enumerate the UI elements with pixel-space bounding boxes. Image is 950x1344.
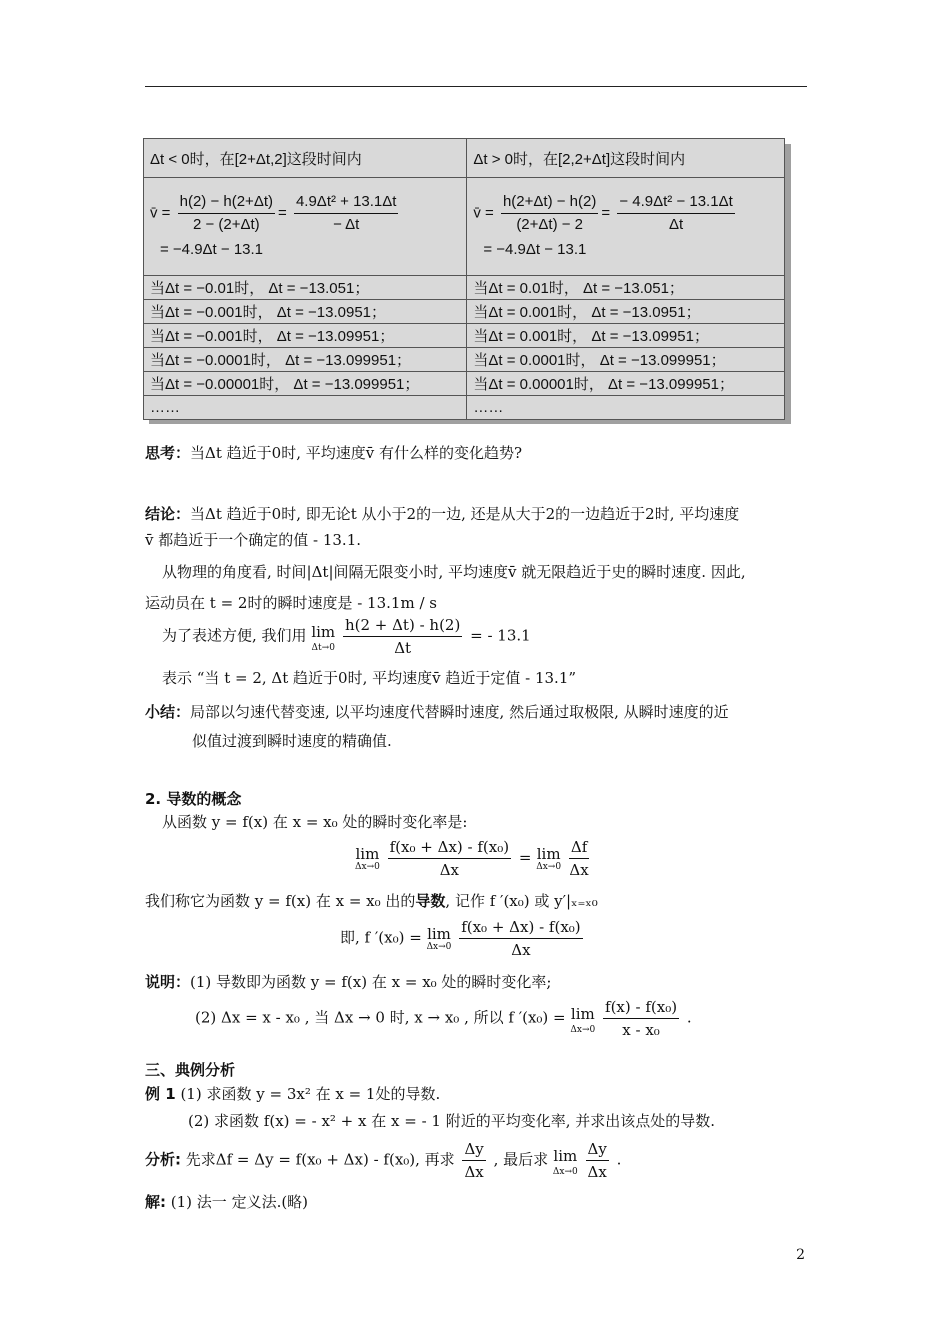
table-row [144,396,785,420]
conclusion-line2: v̄ 都趋近于一个确定的值 - 13.1. [145,531,362,549]
table-header-row [144,139,785,178]
header-right: Δt > 0时，在[2,2+Δt]这段时间内 [467,139,785,178]
v-bar-right: v̄ = [473,204,494,222]
conclusion-line1: 当Δt 趋近于0时, 即无论t 从小于2的一边, 还是从大于2的一边趋近于2时, 平均速度 [190,505,740,523]
physics-line2: 运动员在 t = 2时的瞬时速度是 - 13.1m / s [145,594,437,612]
v-bar-left: v̄ = [150,204,171,222]
example1-line2: (2) 求函数 f(x) = - x² + x 在 x = - 1 附近的平均变化率, 并求出该点处的导数. [188,1112,716,1130]
think-paragraph [145,441,522,465]
explain-line2: (2) Δx = x - x₀ , 当 Δx → 0 时, x → x₀ , 所以 f ′(x₀) = lim Δx→0 $\frac{\text{f(x) - f(x₀)}}{\text{x - x₀}}$ . [195,998,692,1039]
header-left: Δt < 0时，在[2+Δt,2]这段时间内 [144,139,467,178]
row-left: 当Δt = −0.01时， Δt = −13.051； [144,276,467,300]
explain-label: 说明： [145,973,191,991]
row-right: 当Δt = 0.0001时， Δt = −13.099951； [467,348,785,372]
summary-paragraph: 小结：局部以匀速代替变速, 以平均速度代替瞬时速度, 然后通过取极限, 从瞬时速度的近 [145,703,729,721]
section2-title: 2. 导数的概念 [145,790,242,808]
frac-right-1: $\frac{h(2+\Delta t) - h(2)}{(2+\Delta t) - 2}$ [502,193,597,233]
convenience-formula: 为了表述方便, 我们用 lim Δt→0 $\frac{h(2 + \Delta t) - h(2)}{\Delta t}$ = - 13.1 [162,616,531,657]
row-right: 当Δt = 0.001时， Δt = −13.09951； [467,324,785,348]
table-row [144,372,785,396]
physics-line1: 从物理的角度看, 时间|Δt|间隔无限变小时, 平均速度v̄ 就无限趋近于史的瞬时速度. 因此, [162,563,746,581]
table-formula-row [144,178,785,276]
think-label: 思考： [145,444,191,462]
row-left: …… [144,396,467,420]
row-left: 当Δt = −0.001时， Δt = −13.09951； [144,324,467,348]
derivative-formula-1: lim Δx→0 $\frac{\text{f(x₀ + Δx) - f(x₀)}}{\Delta x}$ = lim Δx→0 $\frac{\Delta f}{\Delta x}$ [355,838,589,879]
example1-line1: 例 1 (1) 求函数 y = 3x² 在 x = 1处的导数. [145,1085,441,1103]
explain-line1: 说明：(1) 导数即为函数 y = f(x) 在 x = x₀ 处的瞬时变化率; [145,973,552,991]
row-left: 当Δt = −0.00001时， Δt = −13.099951； [144,372,467,396]
row-right: …… [467,396,785,420]
solution-label: 解: [145,1193,166,1211]
derivative-formula-2: 即, f ′(x₀) = lim Δx→0 $\frac{\text{f(x₀ + Δx) - f(x₀)}}{\Delta x}$ [340,918,581,959]
convenience-fraction: $\frac{h(2 + \Delta t) - h(2)}{\Delta t}$ [344,616,461,657]
page-number: 2 [796,1247,805,1263]
frac-left-2: $\frac{\text{4.9Δt² + 13.1Δt}}{- \Delta t}$ [295,193,397,233]
summary-line2: 似值过渡到瞬时速度的精确值. [192,732,392,750]
row-left: 当Δt = −0.0001时， Δt = −13.099951； [144,348,467,372]
table-row [144,276,785,300]
frac-right-2: $\frac{\text{− 4.9Δt² − 13.1Δt}}{\Delta t}$ [619,193,733,233]
conclusion-paragraph [145,502,739,526]
lim-operator: lim Δt→0 [311,623,336,653]
analysis-label: 分析: [145,1150,181,1169]
row-right: 当Δt = 0.001时， Δt = −13.0951； [467,300,785,324]
summary-label: 小结： [145,703,191,721]
formula-right: v̄ = $\frac{h(2+\Delta t) - h(2)}{(2+\Delta t) - 2}$ = $\frac{\text{− 4.9Δt² − 13.1Δt}}{\Delta t}$ = −4.9Δt − 13.1 [467,178,785,276]
header-rule [145,86,807,87]
table-row [144,324,785,348]
table-row [144,348,785,372]
solution-line: 解: (1) 法一 定义法.(略) [145,1193,309,1211]
we-call-line: 我们称它为函数 y = f(x) 在 x = x₀ 出的导数, 记作 f ′(x₀) 或 y′|ₓ₌ₓ₀ [145,892,598,910]
frac-left-1: $\frac{h(2) - h(2+\Delta t)}{2 - (2+\Delta t)}$ [179,193,274,233]
analysis-line: 分析: 先求Δf = Δy = f(x₀ + Δx) - f(x₀), 再求 $\frac{\Delta y}{\Delta x}$ , 最后求 lim Δx→0 $\frac{\Delta y}{\Delta x}$ . [145,1140,622,1181]
think-text: 当Δt 趋近于0时, 平均速度v̄ 有什么样的变化趋势? [190,444,523,462]
section3-title: 三、典例分析 [145,1061,236,1079]
example1-label: 例 1 [145,1085,176,1103]
derivative-term: 导数 [415,892,446,910]
result-left: = −4.9Δt − 13.1 [160,241,264,258]
row-right: 当Δt = 0.01时， Δt = −13.051； [467,276,785,300]
comparison-table [143,138,785,420]
table-row [144,300,785,324]
formula-left: v̄ = $\frac{h(2) - h(2+\Delta t)}{2 - (2+\Delta t)}$ = $\frac{\text{4.9Δt² + 13.1Δt}}{- \Delta t}$ = −4.9Δt − 13.1 [144,178,467,276]
conclusion-label: 结论： [145,505,191,523]
express-line: 表示 “当 t = 2, Δt 趋近于0时, 平均速度v̄ 趋近于定值 - 13.1” [162,669,577,687]
result-right: = −4.9Δt − 13.1 [483,241,587,258]
row-left: 当Δt = −0.001时， Δt = −13.0951； [144,300,467,324]
row-right: 当Δt = 0.00001时， Δt = −13.099951； [467,372,785,396]
section2-intro: 从函数 y = f(x) 在 x = x₀ 处的瞬时变化率是: [162,813,468,831]
